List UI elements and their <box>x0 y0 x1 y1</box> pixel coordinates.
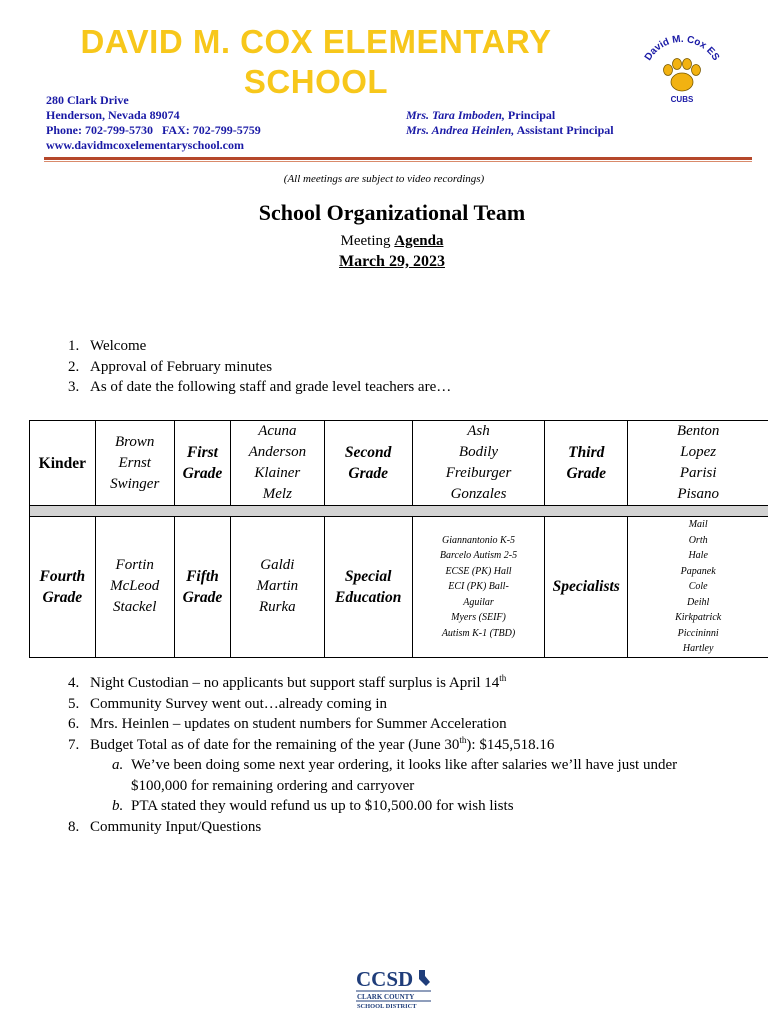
agenda-item-number: 1. <box>68 338 80 354</box>
teacher-names-cell <box>412 421 544 506</box>
ccsd-logo-line3: SCHOOL DISTRICT <box>357 1003 417 1010</box>
teacher-names-cell <box>628 421 768 506</box>
ccsd-logo <box>355 964 435 1010</box>
address-street: 280 Clark Drive <box>46 93 129 107</box>
grade-header-first <box>174 421 230 506</box>
teacher-name: Mail <box>688 519 708 530</box>
agenda-subitem-text: We’ve been doing some next year ordering, it looks like after salaries we’ll have just under $100,000 for remaining ordering and carryover <box>131 757 678 794</box>
agenda-list-top <box>68 336 451 398</box>
agenda-item-number: 8. <box>68 818 80 835</box>
agenda-item-text: Budget Total as of date for the remaining of the year (June 30 <box>90 736 460 753</box>
grade-header-text: Third <box>568 444 605 461</box>
teacher-name: Rurka <box>259 599 296 616</box>
grade-header-text: Education <box>335 588 402 606</box>
teacher-names-cell <box>231 421 324 506</box>
agenda-item <box>68 336 451 357</box>
website-link[interactable]: www.davidmcoxelementaryschool.com <box>46 138 244 152</box>
teacher-name: Benton <box>676 423 720 439</box>
agenda-item <box>68 735 732 817</box>
teacher-names-cell <box>628 517 768 658</box>
agenda-item-number: 3. <box>68 379 80 395</box>
grade-header-text: Special <box>344 567 392 585</box>
grade-header-text: Grade <box>566 465 607 482</box>
agenda-item-text: Community Input/Questions <box>90 818 262 835</box>
agenda-item-text: Mrs. Heinlen – updates on student numbers for Summer Acceleration <box>90 716 507 732</box>
principal-title: Principal <box>504 108 556 122</box>
logo-cubs-text: CUBS <box>670 95 694 104</box>
teacher-name: Papanek <box>680 565 716 577</box>
school-name-line1: DAVID M. COX ELEMENTARY <box>80 23 552 60</box>
teacher-name: Klainer <box>254 465 301 481</box>
header-divider <box>44 157 752 160</box>
agenda-item-text: Community Survey went out…already coming in <box>90 695 388 712</box>
agenda-item-text: Night Custodian – no applicants but support staff surplus is April 14 <box>90 675 500 691</box>
agenda-subitem <box>112 755 732 796</box>
ordinal-suffix: th <box>459 734 467 745</box>
grade-header-specialists <box>545 517 628 658</box>
agenda-item-number: 6. <box>68 716 80 732</box>
agenda-item-number: 7. <box>68 736 80 753</box>
agenda-item-text: Approval of February minutes <box>90 358 273 375</box>
staff-table <box>29 420 768 658</box>
agenda-subitem-letter: b. <box>112 798 124 814</box>
teacher-name: Brown <box>114 433 155 450</box>
teacher-name: ECSE (PK) Hall <box>445 565 512 577</box>
administration-block <box>406 108 614 138</box>
grade-header-text: Grade <box>182 588 223 606</box>
address-city: Henderson, Nevada 89074 <box>46 108 180 122</box>
svg-text:David M. Cox ES <box>643 34 722 63</box>
table-row <box>30 517 768 658</box>
teacher-name: McLeod <box>110 578 160 595</box>
agenda-item-text: Welcome <box>90 338 147 354</box>
teacher-name: Cole <box>688 581 708 592</box>
grade-header-text: Grade <box>182 465 223 482</box>
agenda-subitem-text: PTA stated they would refund us up to $10,500.00 for wish lists <box>131 798 514 814</box>
teacher-name: Acuna <box>258 423 297 439</box>
agenda-subitem <box>112 796 732 817</box>
teacher-name: Fortin <box>115 557 154 574</box>
teacher-name: Lopez <box>680 444 717 460</box>
teacher-name: Giannantonio K-5 <box>441 534 516 546</box>
teacher-name: Melz <box>262 486 292 502</box>
agenda-item-number: 2. <box>68 358 80 375</box>
paw-print-icon <box>664 59 701 92</box>
teacher-name: Orth <box>688 534 708 546</box>
teacher-names-cell <box>412 517 544 658</box>
school-address-block <box>46 93 261 153</box>
asst-principal-title: Assistant Principal <box>514 123 614 137</box>
school-logo <box>634 26 730 110</box>
teacher-name: Anderson <box>248 444 307 460</box>
school-name <box>0 22 632 102</box>
teacher-name: Myers (SEIF) <box>451 612 506 623</box>
agenda-item-text: ): $145,518.16 <box>466 736 555 753</box>
teacher-names-cell <box>95 421 174 506</box>
grade-header-kinder: Kinder <box>30 421 96 506</box>
agenda-subitem-letter: a. <box>112 757 124 773</box>
table-row <box>30 421 768 506</box>
teacher-name: Gonzales <box>450 486 507 502</box>
teacher-name: Autism K-1 (TBD) <box>441 627 516 639</box>
grade-header-text: Specialists <box>552 578 620 596</box>
meeting-subtitle <box>0 232 768 251</box>
agenda-list-bottom <box>68 673 732 837</box>
teacher-name: Piccininni <box>677 627 719 639</box>
teacher-name: Parisi <box>679 465 717 481</box>
nevada-state-icon <box>419 970 430 986</box>
phone-fax: Phone: 702-799-5730 FAX: 702-799-5759 <box>46 123 261 137</box>
teacher-name: Barcelo Autism 2-5 <box>439 550 518 561</box>
teacher-name: Stackel <box>113 599 157 616</box>
teacher-name: Ash <box>467 423 490 439</box>
grade-header-second <box>324 421 412 506</box>
meeting-date: March 29, 2023 <box>339 253 445 270</box>
asst-principal-name: Mrs. Andrea Heinlen, <box>406 123 515 137</box>
grade-header-text: Fourth <box>39 567 86 585</box>
teacher-name: Kirkpatrick <box>675 612 722 623</box>
grade-header-special-education <box>324 517 412 658</box>
agenda-item-number: 4. <box>68 675 80 691</box>
principal-name: Mrs. Tara Imboden, <box>406 108 505 122</box>
school-name-line2: SCHOOL <box>243 63 389 100</box>
page-title: School Organizational Team <box>258 200 526 225</box>
table-separator <box>30 506 768 517</box>
agenda-item <box>68 357 451 378</box>
teacher-names-cell <box>95 517 174 658</box>
teacher-name: Aguilar <box>463 596 494 608</box>
grade-header-text: Second <box>344 444 392 461</box>
teacher-name: ECI (PK) Ball- <box>448 581 509 592</box>
teacher-name: Bodily <box>458 444 499 460</box>
grade-header-third <box>545 421 628 506</box>
agenda-item <box>68 714 732 735</box>
teacher-name: Hale <box>688 550 708 561</box>
ccsd-logo-line2: CLARK COUNTY <box>357 993 415 1001</box>
teacher-name: Pisano <box>677 486 719 502</box>
agenda-item-number: 5. <box>68 695 80 712</box>
ordinal-suffix: th <box>499 673 507 683</box>
teacher-name: Swinger <box>110 475 160 492</box>
header-divider-thin <box>44 161 752 162</box>
grade-header-text: Fifth <box>186 567 219 585</box>
agenda-item <box>68 817 732 838</box>
logo-arc-text: David M. Cox ES <box>642 33 722 63</box>
agenda-item-text: As of date the following staff and grade level teachers are… <box>90 379 452 395</box>
teacher-name: Freiburger <box>445 465 512 481</box>
grade-header-text: Grade <box>348 465 388 482</box>
agenda-item <box>68 673 732 694</box>
grade-header-fifth <box>174 517 230 658</box>
agenda-item <box>68 377 451 398</box>
subtitle-prefix: Meeting <box>340 233 395 249</box>
teacher-name: Galdi <box>260 557 295 574</box>
agenda-sublist <box>90 755 732 817</box>
recording-disclaimer: (All meetings are subject to video recordings) <box>283 173 485 185</box>
teacher-name: Ernst <box>118 454 151 471</box>
grade-header-fourth <box>30 517 96 658</box>
table-separator-row <box>30 506 768 517</box>
ccsd-logo-text: CCSD <box>356 967 414 991</box>
subtitle-agenda: Agenda <box>394 233 444 249</box>
grade-header-text: First <box>186 444 218 461</box>
teacher-names-cell <box>231 517 324 658</box>
teacher-name: Martin <box>256 578 299 595</box>
grade-header-text: Grade <box>42 588 83 606</box>
agenda-item <box>68 694 732 715</box>
teacher-name: Hartley <box>682 643 714 654</box>
teacher-name: Deihl <box>687 596 710 608</box>
